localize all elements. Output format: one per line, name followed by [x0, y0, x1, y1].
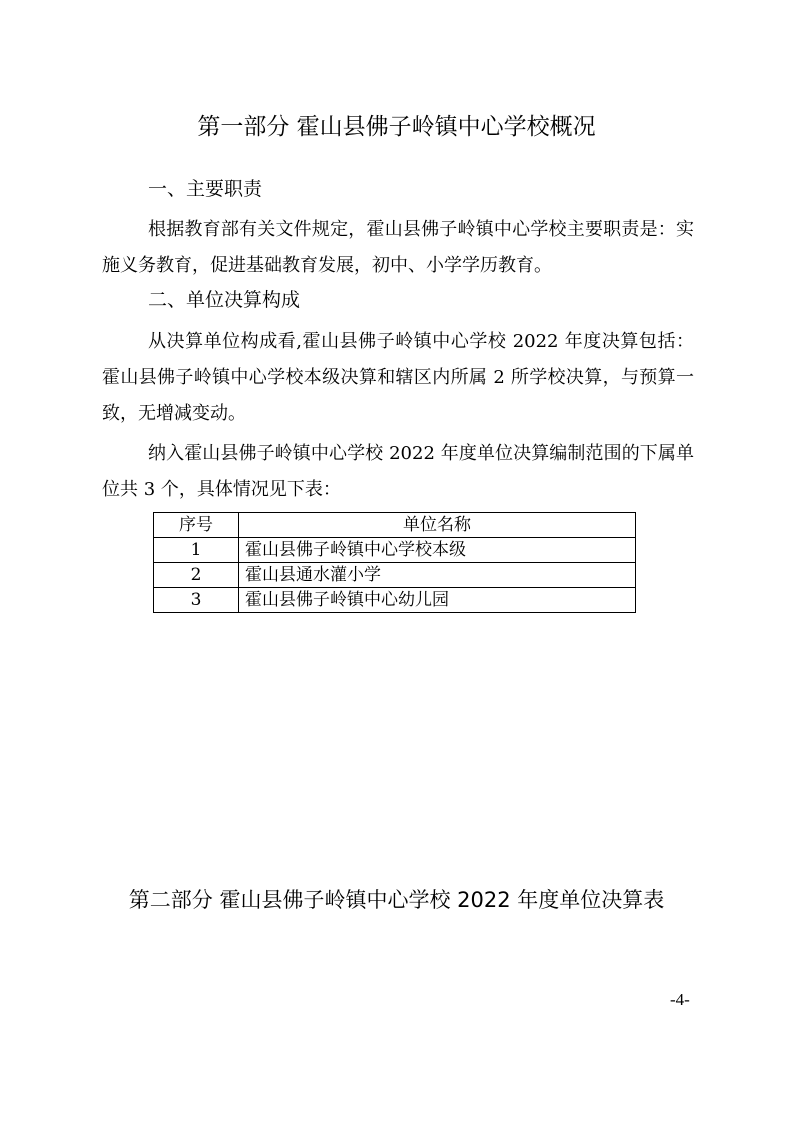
section1-text: 根据教育部有关文件规定，霍山县佛子岭镇中心学校主要职责是：实施义务教育，促进基础教育发展，初中、小学学历教育。 — [102, 219, 694, 276]
part2-title: 第二部分 霍山县佛子岭镇中心学校 2022 年度单位决算表 — [128, 888, 665, 912]
section2-text-2: 纳入霍山县佛子岭镇中心学校 2022 年度单位决算编制范围的下属单位共 3 个，具体情况见下表： — [102, 443, 694, 500]
section2-paragraph-2 — [102, 436, 694, 508]
table-row — [154, 538, 636, 563]
header-name: 单位名称 — [239, 513, 636, 538]
section1-heading: 一、主要职责 — [148, 178, 263, 200]
row-name: 霍山县通水灌小学 — [239, 563, 636, 588]
section2-heading: 二、单位决算构成 — [148, 289, 301, 311]
page-number: -4- — [670, 990, 690, 1009]
row-name: 霍山县佛子岭镇中心幼儿园 — [239, 588, 636, 613]
header-no: 序号 — [154, 513, 239, 538]
row-no: 3 — [154, 588, 239, 613]
units-table — [153, 512, 636, 613]
section2-paragraph-1 — [102, 324, 694, 432]
table-row — [154, 588, 636, 613]
row-no: 2 — [154, 563, 239, 588]
part1-title: 第一部分 霍山县佛子岭镇中心学校概况 — [197, 114, 596, 140]
table-header-row — [154, 513, 636, 538]
row-no: 1 — [154, 538, 239, 563]
row-name: 霍山县佛子岭镇中心学校本级 — [239, 538, 636, 563]
section2-text-1: 从决算单位构成看,霍山县佛子岭镇中心学校 2022 年度决算包括：霍山县佛子岭镇中心学校本级决算和辖区内所属 2 所学校决算，与预算一致，无增减变动。 — [102, 331, 694, 424]
table-row — [154, 563, 636, 588]
section1-paragraph — [102, 212, 694, 284]
